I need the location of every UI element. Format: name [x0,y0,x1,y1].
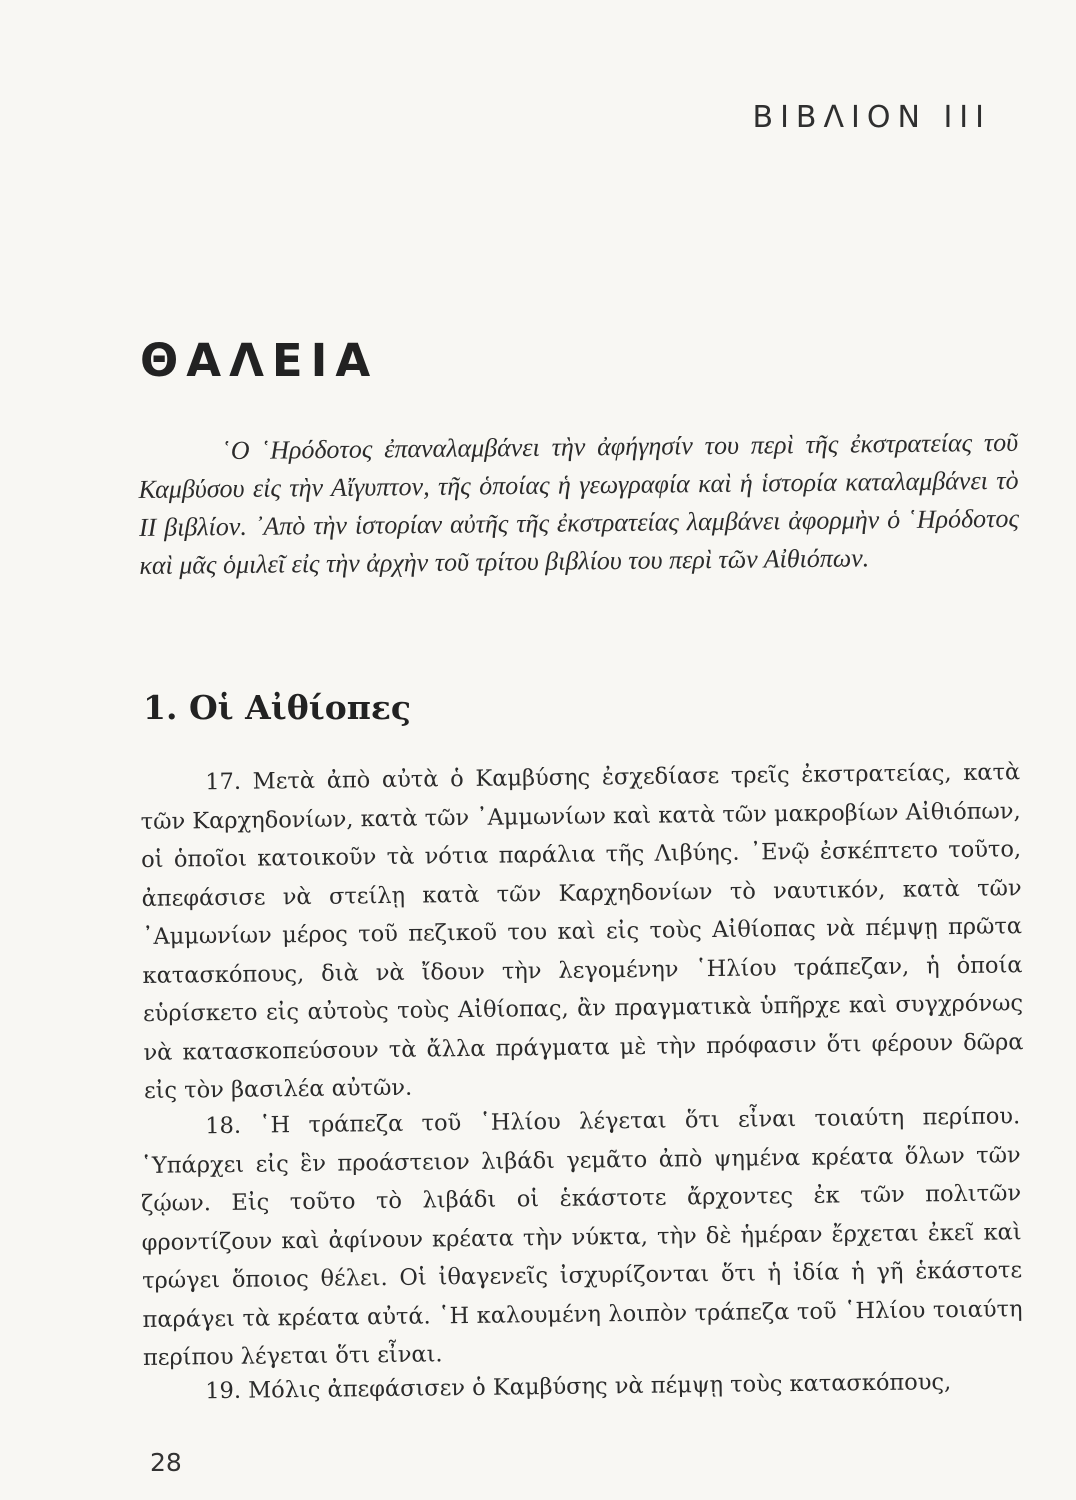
paragraph-18: 18. ῾Η τράπεζα τοῦ ῾Ηλίου λέγεται ὅτι εἶναι τοιαύτη περίπου. ῾Υπάρχει εἰς ἓν προάστειον λιβάδι γεμᾶτο ἀπὸ ψημένα κρέατα ὅλων τῶν ζῴων. Εἰς τοῦτο τὸ λιβάδι οἱ ἑκάστοτε ἄρχοντες ἐκ τῶν πολιτῶν φροντίζουν καὶ ἀφίνουν κρέατα τὴν νύκτα, τὴν δὲ ἡμέραν ἔρχεται ἐκεῖ καὶ τρώγει ὅποιος θέλει. Οἱ ἰθαγενεῖς ἰσχυρίζονται ὅτι ἡ ἰδία ἡ γῆ ἑκάστοτε παράγει τὰ κρέατα αὐτά. ῾Η καλουμένη λοιπὸν τράπεζα τοῦ ῾Ηλίου τοιαύτη περίπου λέγεται ὅτι εἶναι. [140,1103,1023,1371]
section-title: 1. Οἱ Αἰθίοπες [143,688,412,727]
running-header: ΒΙΒΛΙΟΝ ΙΙΙ [752,100,991,135]
intro-paragraph: ῾Ο ῾Ηρόδοτος ἐπαναλαμβάνει τὴν ἀφήγησίν του περὶ τῆς ἐκστρατείας τοῦ Καμβύσου εἰς τὴν Αἴγυπτον, τῆς ὁποίας ἡ γεωγραφία καὶ ἡ ἱστορία καταλαμβάνει τὸ ΙΙ βιβλίον. ᾿Απὸ τὴν ἱστορίαν αὐτῆς τῆς ἐκστρατείας λαμβάνει ἀφορμὴν ὁ ῾Ηρόδοτος καὶ μᾶς ὁμιλεῖ εἰς τὴν ἀρχὴν τοῦ τρίτου βιβλίου του περὶ τῶν Αἰθιόπων. [138,427,1020,580]
page-number: 28 [150,1448,182,1477]
paragraph-19: 19. Μόλις ἀπεφάσισεν ὁ Καμβύσης νὰ πέμψῃ τοὺς κατασκόπους, [205,1369,952,1405]
book-title: ΘΑΛΕΙΑ [140,334,379,387]
paragraph-17: 17. Μετὰ ἀπὸ αὐτὰ ὁ Καμβύσης ἐσχεδίασε τρεῖς ἐκστρατείας, κατὰ τῶν Καρχηδονίων, κατὰ τῶν ᾿Αμμωνίων καὶ κατὰ τῶν μακροβίων Αἰθιόπων, οἱ ὁποῖοι κατοικοῦν τὰ νότια παράλια τῆς Λιβύης. ᾿Ενῷ ἐσκέπτετο τοῦτο, ἀπεφάσισε νὰ στείλῃ κατὰ τῶν Καρχηδονίων τὸ ναυτικόν, κατὰ τῶν ᾿Αμμωνίων μέρος τοῦ πεζικοῦ του καὶ εἰς τοὺς Αἰθίοπας νὰ πέμψῃ πρῶτα κατασκόπους, διὰ νὰ ἴδουν τὴν λεγομένην ῾Ηλίου τράπεζαν, ἡ ὁποία εὑρίσκετο εἰς αὐτοὺς τοὺς Αἰθίοπας, ἂν πραγματικὰ ὑπῆρχε καὶ συγχρόνως νὰ κατασκοπεύσουν τὰ ἄλλα πράγματα μὲ τὴν πρόφασιν ὅτι φέρουν δῶρα εἰς τὸν βασιλέα αὐτῶν. [140,759,1024,1104]
